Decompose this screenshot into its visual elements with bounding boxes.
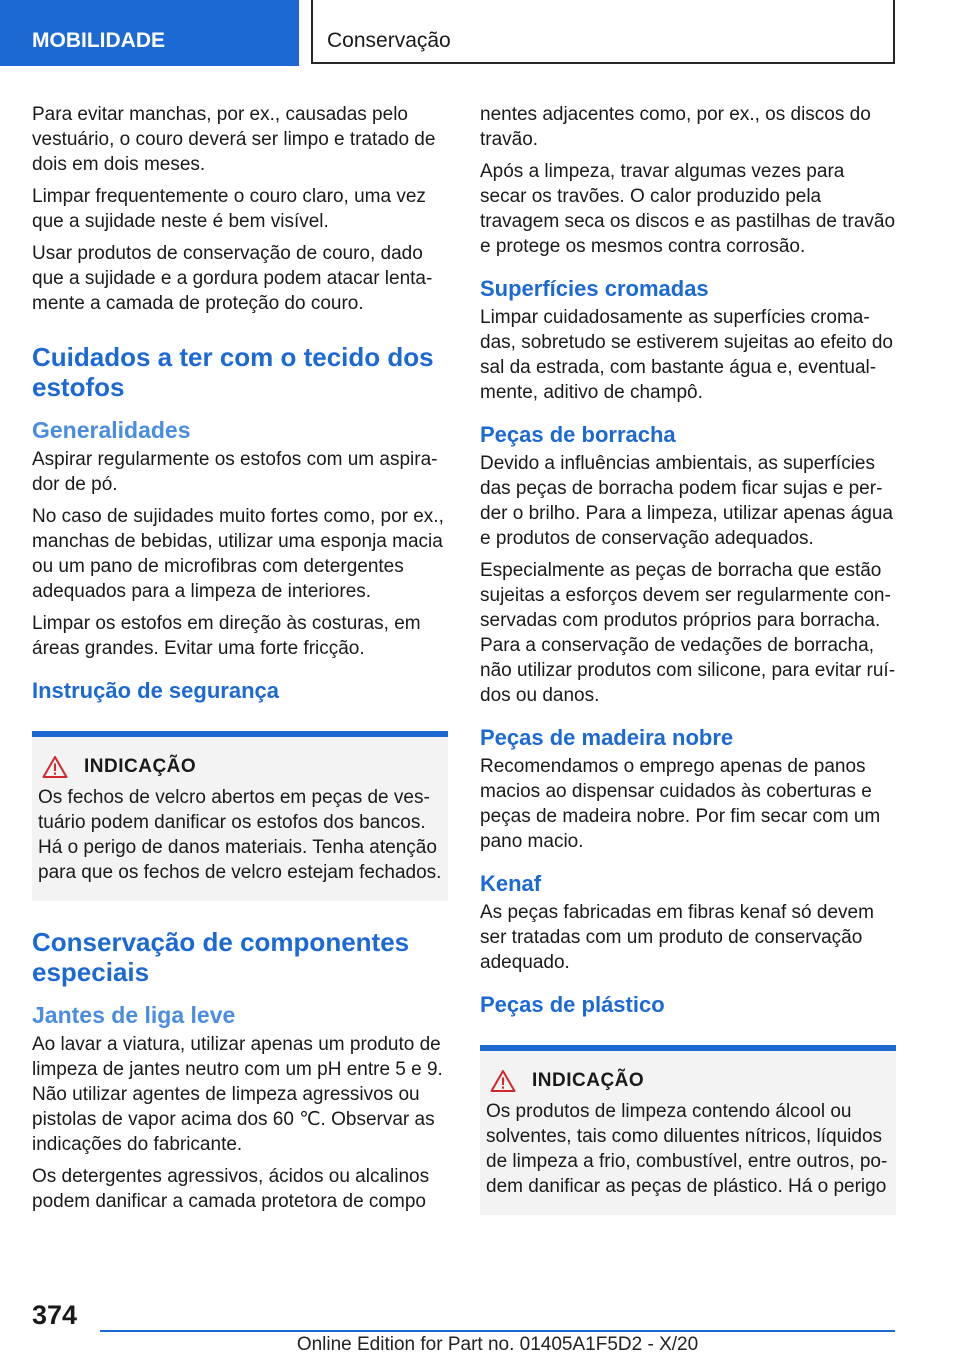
heading-plastic-parts: Peças de plástico bbox=[480, 992, 665, 1017]
warning-triangle-icon bbox=[490, 1069, 516, 1093]
paragraph: Após a limpeza, travar algumas vezes para secar os travões. O calor produzido pela travagem seca os discos e as pastilhas de travão e protege os mesmos contra corrosão. bbox=[480, 161, 896, 257]
page-number: 374 bbox=[32, 1300, 78, 1330]
footer-divider bbox=[100, 1330, 895, 1332]
paragraph: Usar produtos de conservação de couro, dado que a sujidade e a gordura podem atacar lentamente a camada de proteção do couro. bbox=[32, 243, 433, 314]
paragraph: Aspirar regularmente os estofos com um aspirador de pó. bbox=[32, 449, 438, 495]
right-column bbox=[480, 102, 896, 1215]
paragraph: Ao lavar a viatura, utilizar apenas um produto de limpeza de jantes neutro com um pH entre 5 e 9. Não utilizar agentes de limpeza agressivos ou pistolas de vapor acima dos 60 ℃. Observar as indicações do fabricante. bbox=[32, 1034, 443, 1155]
notice-box bbox=[32, 731, 448, 901]
paragraph: nentes adjacentes como, por ex., os discos do travão. bbox=[480, 104, 871, 150]
page-header bbox=[0, 0, 960, 66]
notice-text: Os fechos de velcro abertos em peças de vestuário podem danificar os estofos dos bancos. Há o perigo de danos materiais. Tenha atenção para que os fechos de velcro estejam fechados. bbox=[38, 787, 442, 883]
footer-edition: Online Edition for Part no. 01405A1F5D2 - X/20 bbox=[296, 1334, 699, 1355]
paragraph: Devido a influências ambientais, as superfícies das peças de borracha podem ficar sujas e perder o brilho. Para a limpeza, utilizar apenas água e produtos de conservação adequados. bbox=[480, 453, 893, 549]
notice-header bbox=[38, 755, 442, 779]
notice-title: INDICAÇÃO bbox=[84, 756, 197, 777]
left-column bbox=[32, 102, 448, 1221]
paragraph: Recomendamos o emprego apenas de panos macios ao dispensar cuidados às coberturas e peças de madeira nobre. Por fim secar com um pano macio. bbox=[480, 756, 881, 852]
section-tab: MOBILIDADE bbox=[0, 0, 299, 66]
heading-upholstery-care: Cuidados a ter com o tecido dos estofos bbox=[32, 342, 434, 402]
paragraph: Limpar os estofos em direção às costuras, em áreas grandes. Evitar uma forte fricção. bbox=[32, 613, 421, 659]
paragraph: No caso de sujidades muito fortes como, por ex., manchas de bebidas, utilizar uma esponja macia ou um pano de microfibras com detergentes adequados para a limpeza de interiores. bbox=[32, 506, 444, 602]
heading-special-components: Conservação de componentes especiais bbox=[32, 927, 410, 987]
notice-title: INDICAÇÃO bbox=[532, 1070, 645, 1091]
heading-fine-wood: Peças de madeira nobre bbox=[480, 725, 734, 750]
heading-chrome-surfaces: Superfícies cromadas bbox=[480, 276, 709, 301]
paragraph: Especialmente as peças de borracha que estão sujeitas a esforços devem ser regularmente conservadas com produtos próprios para borracha. Para a conservação de vedações de borracha, não utilizar produtos com silicone, para evitar ruídos ou danos. bbox=[480, 560, 896, 706]
warning-triangle-icon bbox=[42, 755, 68, 779]
paragraph: Os detergentes agressivos, ácidos ou alcalinos podem danificar a camada protetora de compo bbox=[32, 1166, 430, 1212]
heading-alloy-wheels: Jantes de liga leve bbox=[32, 1002, 236, 1028]
heading-safety-instruction: Instrução de segurança bbox=[32, 678, 279, 703]
heading-kenaf: Kenaf bbox=[480, 871, 542, 896]
notice-text: Os produtos de limpeza contendo álcool ou solventes, tais como diluentes nítricos, líquidos de limpeza a frio, combustível, entre outros, podem danificar as peças de plástico. Há o perigo bbox=[486, 1101, 888, 1197]
notice-header bbox=[486, 1069, 890, 1093]
notice-box bbox=[480, 1045, 896, 1215]
paragraph: Para evitar manchas, por ex., causadas pelo vestuário, o couro deverá ser limpo e tratado de dois em dois meses. bbox=[32, 104, 436, 175]
heading-general: Generalidades bbox=[32, 417, 191, 443]
chapter-title: Conservação bbox=[311, 0, 895, 64]
paragraph: Limpar frequentemente o couro claro, uma vez que a sujidade neste é bem visível. bbox=[32, 186, 426, 232]
paragraph: As peças fabricadas em fibras kenaf só devem ser tratadas com um produto de conservação adequado. bbox=[480, 902, 874, 973]
paragraph: Limpar cuidadosamente as superfícies cromadas, sobretudo se estiverem sujeitas ao efeito do sal da estrada, com bastante água e, eventualmente, aditivo de champô. bbox=[480, 307, 893, 403]
heading-rubber-parts: Peças de borracha bbox=[480, 422, 676, 447]
